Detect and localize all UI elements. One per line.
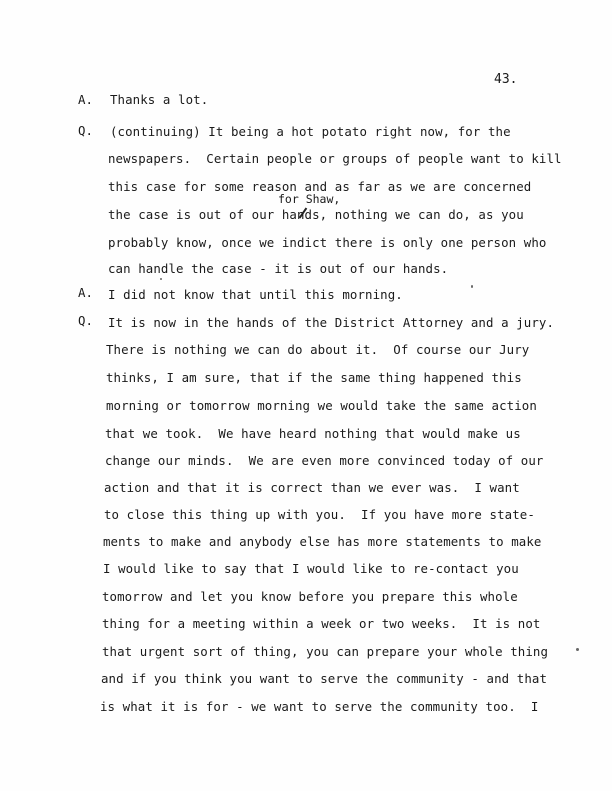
scan-speck <box>160 278 162 280</box>
handwritten-insert: for Shaw, <box>278 192 341 206</box>
scan-speck <box>576 648 579 651</box>
question-line: newspapers. Certain people or groups of people want to kill <box>108 151 562 166</box>
question-line: that urgent sort of thing, you can prepare your whole thing <box>102 644 549 659</box>
question-line: There is nothing we can do about it. Of course our Jury <box>106 342 530 357</box>
speaker-label: Q. <box>78 123 93 138</box>
question-line: this case for some reason and as far as we are concerned <box>108 179 532 194</box>
scan-speck <box>471 285 473 288</box>
question-line: I would like to say that I would like to re-contact you <box>103 561 519 576</box>
question-line: the case is out of our hands, nothing we can do, as you <box>108 207 524 222</box>
question-line: It is now in the hands of the District Attorney and a jury. <box>108 315 555 330</box>
page-number: 43. <box>494 72 518 87</box>
speaker-label: Q. <box>78 313 93 328</box>
question-line: morning or tomorrow morning we would take the same action <box>106 398 537 413</box>
question-line: is what it is for - we want to serve the community too. I <box>100 699 539 714</box>
question-line: change our minds. We are even more convinced today of our <box>105 453 544 468</box>
question-line: and if you think you want to serve the community - and that <box>101 671 548 686</box>
question-line: probably know, once we indict there is only one person who <box>108 235 547 250</box>
speaker-label: A. <box>78 285 93 300</box>
question-line: thinks, I am sure, that if the same thing happened this <box>106 370 522 385</box>
question-line: that we took. We have heard nothing that would make us <box>105 426 521 441</box>
question-line: ments to make and anybody else has more statements to make <box>103 534 542 549</box>
question-line: (continuing) It being a hot potato right now, for the <box>110 124 511 139</box>
answer-line: Thanks a lot. <box>110 92 209 107</box>
speaker-label: A. <box>78 92 93 107</box>
question-line: action and that it is correct than we ever was. I want <box>104 480 520 495</box>
answer-line: I did not know that until this morning. <box>108 287 403 302</box>
question-line: tomorrow and let you know before you prepare this whole <box>102 589 518 604</box>
question-line: to close this thing up with you. If you have more state- <box>104 507 535 522</box>
question-line: thing for a meeting within a week or two weeks. It is not <box>102 616 541 631</box>
question-line: can handle the case - it is out of our hands. <box>108 261 449 276</box>
